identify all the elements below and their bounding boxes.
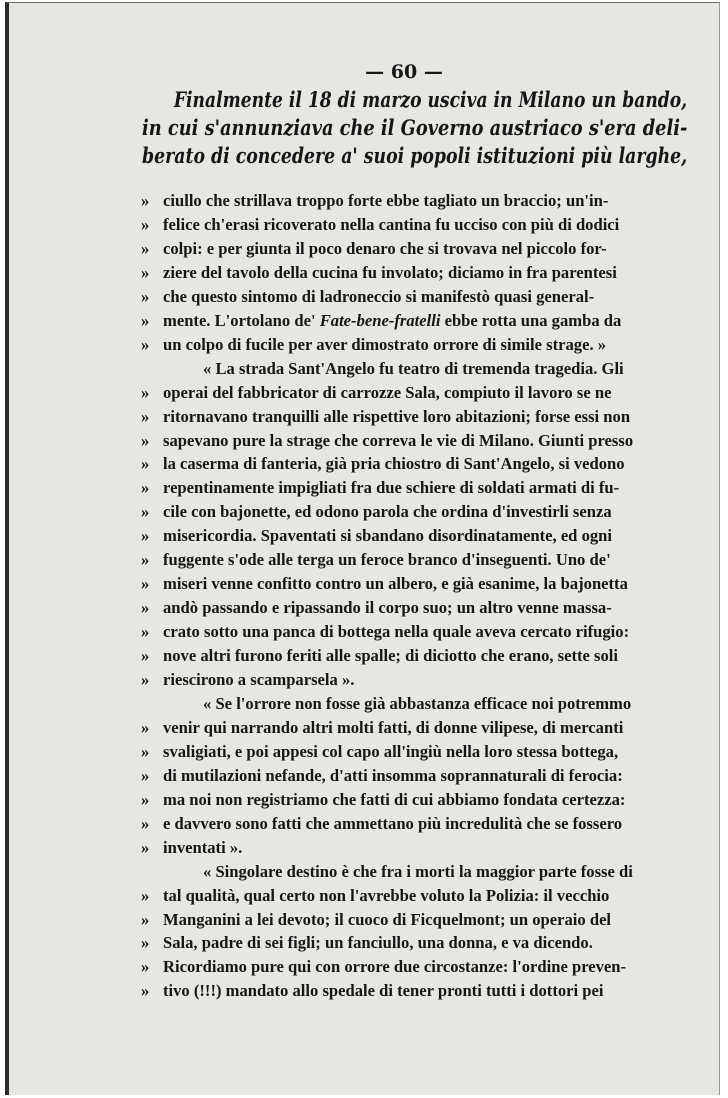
line-text: fuggente s'ode alle terga un feroce branco d'inseguenti. Uno de' [163, 550, 611, 570]
line-text: tivo (!!!) mandato allo spedale di tener pronti tutti i dottori pei [163, 981, 604, 1001]
text-line [141, 931, 593, 955]
heading-line: in cui s'annunziava che il Governo austriaco s'era deli- [142, 116, 688, 141]
text-line [141, 716, 623, 740]
quote-mark: » [141, 191, 150, 210]
text-line [141, 261, 617, 285]
line-text: ritornavano tranquilli alle rispettive loro abitazioni; forse essi non [163, 406, 631, 426]
quote-mark: » [141, 789, 150, 809]
text-line [141, 764, 623, 788]
line-text: svaligiati, e poi appesi col capo all'ingiù nella loro stessa bottega, [163, 741, 619, 761]
text-line [141, 740, 618, 764]
line-text: di mutilazioni nefande, d'atti insomma soprannaturali di ferocia: [163, 765, 623, 785]
quote-mark: » [141, 622, 150, 642]
quote-mark: » [141, 454, 150, 474]
line-text: la caserma di fanteria, già pria chiostro di Sant'Angelo, si vedono [163, 454, 625, 474]
line-text: ciullo che strillava troppo forte ebbe tagliato un braccio; un'in- [163, 191, 609, 210]
line-text: che questo sintomo di ladroneccio si manifestò quasi general- [163, 286, 595, 306]
heading-line: Finalmente il 18 di marzo usciva in Milano un bando, [173, 88, 688, 113]
quote-mark: » [141, 670, 150, 689]
line-text: mente. L'ortolano de' [163, 310, 320, 330]
line-text: misericordia. Spaventati si sbandano disordinatamente, ed ogni [163, 526, 612, 546]
line-text: « La strada Sant'Angelo fu teatro di tremenda tragedia. Gli [203, 358, 624, 378]
line-text-continued: ebbe rotta una gamba da [440, 310, 622, 330]
quote-mark: » [141, 334, 150, 354]
text-line [141, 237, 607, 261]
quote-mark: » [141, 909, 150, 929]
text-line [141, 908, 611, 932]
line-text: miseri venne confitto contro un albero, e già esanime, la bajonetta [163, 574, 628, 594]
line-text: venir qui narrando altri molti fatti, di donne vilipese, di mercanti [163, 717, 624, 737]
text-line [141, 189, 608, 213]
text-line [141, 692, 631, 716]
line-text: Manganini a lei devoto; il cuoco di Ficquelmont; un operaio del [163, 909, 612, 929]
line-text: ma noi non registriamo che fatti di cui abbiamo fondata certezza: [163, 789, 626, 809]
text-line [141, 836, 242, 860]
quote-mark: » [141, 502, 150, 522]
line-text: Ricordiamo pure qui con orrore due circostanze: l'ordine preven- [163, 957, 627, 977]
text-line [141, 452, 625, 476]
quote-mark: » [141, 885, 150, 905]
quote-mark: » [141, 933, 150, 953]
line-text: « Singolare destino è che fra i morti la maggior parte fosse di [203, 861, 633, 881]
quote-mark: » [141, 310, 150, 330]
text-line [141, 429, 633, 453]
line-text: sapevano pure la strage che correva le vie di Milano. Giunti presso [163, 430, 634, 450]
quote-mark: » [141, 478, 150, 498]
quote-mark: » [141, 430, 150, 450]
book-page [5, 2, 720, 1095]
text-line [141, 309, 621, 333]
quote-mark: » [141, 406, 150, 426]
heading-line: berato di concedere a' suoi popoli istituzioni più larghe, [142, 144, 688, 169]
text-line [141, 860, 633, 884]
quote-mark: » [141, 981, 150, 1001]
quote-mark: » [141, 957, 150, 977]
text-line [141, 524, 612, 548]
line-text: repentinamente impigliati fra due schiere di soldati armati di fu- [163, 478, 620, 498]
line-text: un colpo di fucile per aver dimostrato orrore di simile strage. » [163, 334, 607, 354]
quote-mark: » [141, 382, 150, 402]
line-text: « Se l'orrore non fosse già abbastanza efficace noi potremmo [203, 693, 632, 713]
line-text: ziere del tavolo della cucina fu involato; diciamo in fra parentesi [163, 262, 617, 282]
quote-mark: » [141, 598, 150, 618]
quote-mark: » [141, 574, 150, 594]
text-line [141, 357, 624, 381]
text-line [141, 979, 603, 1003]
quote-mark: » [141, 286, 150, 306]
quote-mark: » [141, 717, 150, 737]
text-line [141, 596, 612, 620]
quote-mark: » [141, 741, 150, 761]
quote-mark: » [141, 526, 150, 546]
text-line [141, 548, 611, 572]
line-text: felice ch'erasi ricoverato nella cantina fu ucciso con più di dodici [163, 214, 620, 234]
line-text: colpi: e per giunta il poco denaro che si trovava nel piccolo for- [163, 238, 607, 258]
text-line [141, 500, 612, 524]
text-line [141, 668, 354, 692]
text-line [141, 476, 619, 500]
text-line [141, 333, 606, 357]
quote-mark: » [141, 765, 150, 785]
quote-mark: » [141, 238, 150, 258]
quote-mark: » [141, 550, 150, 570]
text-line [141, 405, 630, 429]
line-text: operai del fabbricator di carrozze Sala, compiuto il lavoro se ne [163, 382, 612, 402]
text-line [141, 213, 619, 237]
text-line [141, 812, 622, 836]
text-line [141, 620, 629, 644]
line-text: crato sotto una panca di bottega nella quale aveva cercato rifugio: [163, 622, 630, 642]
text-line [141, 955, 626, 979]
page-heading [142, 87, 687, 171]
line-text: riescirono a scamparsela ». [163, 670, 355, 689]
quote-mark: » [141, 837, 150, 857]
line-text: e davvero sono fatti che ammettano più incredulità che se fossero [163, 813, 623, 833]
text-line [141, 884, 609, 908]
text-line [141, 285, 594, 309]
line-text: cile con bajonette, ed odono parola che ordina d'investirli senza [163, 502, 612, 522]
quote-mark: » [141, 214, 150, 234]
quote-mark: » [141, 646, 150, 666]
line-text: tal qualità, qual certo non l'avrebbe voluto la Polizia: il vecchio [163, 885, 610, 905]
page-number: — 60 — [365, 61, 443, 83]
line-text: Sala, padre di sei figli; un fanciullo, una donna, e va dicendo. [163, 933, 593, 953]
quote-mark: » [141, 262, 150, 282]
line-text: andò passando e ripassando il corpo suo; un altro venne massa- [163, 598, 612, 618]
text-line [141, 572, 628, 596]
line-text: nove altri furono feriti alle spalle; di diciotto che erano, sette soli [163, 646, 619, 666]
italic-text: Fate-bene-fratelli [319, 310, 441, 330]
text-line [141, 788, 625, 812]
quote-mark: » [141, 813, 150, 833]
text-line [141, 644, 618, 668]
line-text: inventati ». [163, 837, 243, 857]
text-line [141, 381, 611, 405]
